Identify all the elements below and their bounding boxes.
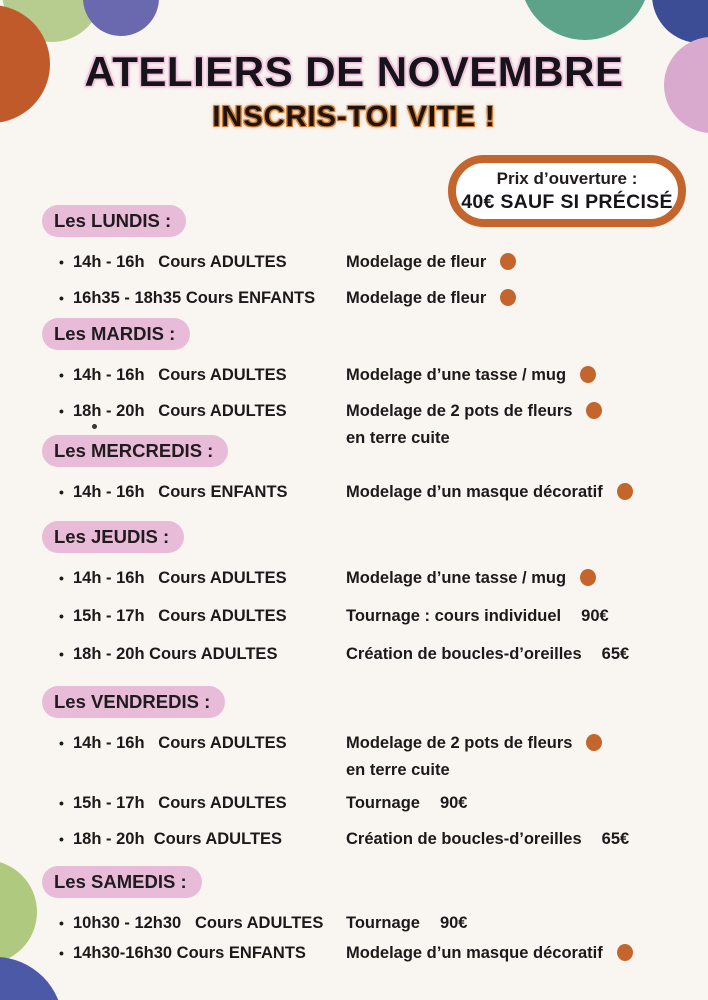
- description-text: Modelage de 2 pots de fleurs: [346, 734, 573, 752]
- price-text: 90€: [439, 794, 468, 812]
- stray-bullet-mark: [92, 424, 97, 429]
- full-dot-icon: [500, 253, 516, 270]
- workshop-description: [346, 601, 708, 631]
- day-items: [42, 728, 708, 854]
- workshop-description: [346, 908, 708, 938]
- description-text: Tournage: [346, 794, 420, 812]
- schedule-section: [42, 435, 708, 513]
- schedule-section: [42, 205, 708, 319]
- workshop-row: [42, 824, 708, 854]
- bullet-icon: •: [59, 254, 64, 270]
- time-course-text: 15h - 17h Cours ADULTES: [73, 607, 287, 625]
- day-items: [42, 908, 708, 968]
- day-items: [42, 563, 708, 669]
- bullet-icon: •: [59, 735, 64, 751]
- day-label: [42, 686, 225, 718]
- workshop-row: [42, 639, 708, 669]
- time-course-text: 14h30-16h30 Cours ENFANTS: [73, 944, 306, 962]
- description-text: Modelage d’une tasse / mug: [346, 366, 567, 384]
- schedule-section: [42, 866, 708, 968]
- time-course-text: 14h - 16h Cours ADULTES: [73, 569, 287, 587]
- day-label: [42, 318, 190, 350]
- workshop-description: [346, 788, 708, 818]
- bullet-icon: •: [59, 795, 64, 811]
- full-dot-icon: [586, 402, 602, 419]
- workshop-description: [346, 824, 708, 854]
- bullet-icon: •: [59, 403, 64, 419]
- workshop-row: [42, 563, 708, 593]
- description-text: Modelage d’un masque décoratif: [346, 483, 603, 501]
- day-label-text: Les VENDREDIS :: [54, 691, 211, 712]
- description-text: Tournage : cours individuel: [346, 607, 562, 625]
- bullet-icon: •: [59, 570, 64, 586]
- full-dot-icon: [500, 289, 516, 306]
- workshop-row: [42, 283, 708, 313]
- workshop-row: [42, 788, 708, 818]
- price-badge-intro: Prix d’ouverture :: [496, 169, 638, 188]
- workshop-row: [42, 938, 708, 968]
- price-badge-amount: 40€ SAUF SI PRÉCISÉ: [461, 191, 673, 213]
- bullet-icon: •: [59, 367, 64, 383]
- description-text: Tournage: [346, 914, 420, 932]
- bullet-icon: •: [59, 915, 64, 931]
- workshop-description: [346, 563, 708, 593]
- day-label-text: Les SAMEDIS :: [54, 871, 187, 892]
- day-label: [42, 435, 228, 467]
- price-text: 65€: [601, 645, 630, 663]
- description-text: Modelage d’un masque décoratif: [346, 944, 603, 962]
- description-text: Modelage de fleur: [346, 289, 487, 307]
- description-text: Modelage de 2 pots de fleurs: [346, 402, 573, 420]
- day-label: [42, 521, 184, 553]
- time-course-text: 14h - 16h Cours ADULTES: [73, 366, 287, 384]
- full-dot-icon: [580, 366, 596, 383]
- workshop-description: [346, 360, 708, 390]
- time-course-text: 14h - 16h Cours ADULTES: [73, 734, 287, 752]
- day-items: [42, 477, 708, 507]
- time-course-text: 14h - 16h Cours ENFANTS: [73, 483, 288, 501]
- bullet-icon: •: [59, 945, 64, 961]
- workshop-description: [346, 283, 708, 313]
- full-dot-icon: [617, 944, 633, 961]
- day-label: [42, 866, 202, 898]
- bullet-icon: •: [59, 608, 64, 624]
- workshop-description: [346, 639, 708, 669]
- description-text: Modelage de fleur: [346, 253, 487, 271]
- schedule-section: [42, 686, 708, 860]
- workshop-description: [346, 938, 708, 968]
- price-text: 90€: [439, 914, 468, 932]
- description-line2: en terre cuite: [346, 761, 450, 779]
- workshop-row: [42, 477, 708, 507]
- price-text: 90€: [581, 607, 609, 625]
- description-text: Création de boucles-d’oreilles: [346, 830, 582, 848]
- full-dot-icon: [586, 734, 602, 751]
- bullet-icon: •: [59, 484, 64, 500]
- description-text: Modelage d’une tasse / mug: [346, 569, 567, 587]
- full-dot-icon: [580, 569, 596, 586]
- workshop-description: [346, 728, 708, 782]
- day-label-text: Les MARDIS :: [54, 323, 176, 344]
- time-course-text: 14h - 16h Cours ADULTES: [73, 253, 287, 271]
- workshop-row: [42, 360, 708, 390]
- bullet-icon: •: [59, 831, 64, 847]
- workshop-row: [42, 728, 708, 782]
- schedule-section: [42, 521, 708, 677]
- full-dot-icon: [617, 483, 633, 500]
- time-course-text: 18h - 20h Cours ADULTES: [73, 830, 283, 848]
- workshop-description: [346, 477, 708, 507]
- day-label: [42, 205, 186, 237]
- bullet-icon: •: [59, 290, 64, 306]
- day-label-text: Les MERCREDIS :: [54, 440, 214, 461]
- page-title: ATELIERS DE NOVEMBRE: [84, 48, 624, 95]
- bullet-icon: •: [59, 646, 64, 662]
- workshop-row: [42, 908, 708, 938]
- schedule: [42, 0, 708, 1000]
- workshop-row: [42, 247, 708, 277]
- page-subtitle: INSCRIS-TOI VITE !: [212, 101, 496, 133]
- description-line2: en terre cuite: [346, 429, 450, 447]
- time-course-text: 10h30 - 12h30 Cours ADULTES: [73, 914, 324, 932]
- decor-circle-green2-icon: [0, 860, 37, 964]
- workshop-row: [42, 601, 708, 631]
- day-label-text: Les LUNDIS :: [54, 210, 172, 231]
- time-course-text: 15h - 17h Cours ADULTES: [73, 794, 287, 812]
- day-label-text: Les JEUDIS :: [54, 526, 170, 547]
- day-items: [42, 247, 708, 313]
- time-course-text: 18h - 20h Cours ADULTES: [73, 402, 287, 420]
- time-course-text: 16h35 - 18h35 Cours ENFANTS: [73, 289, 316, 307]
- workshop-description: [346, 247, 708, 277]
- description-text: Création de boucles-d’oreilles: [346, 645, 582, 663]
- time-course-text: 18h - 20h Cours ADULTES: [73, 645, 278, 663]
- price-text: 65€: [601, 830, 630, 848]
